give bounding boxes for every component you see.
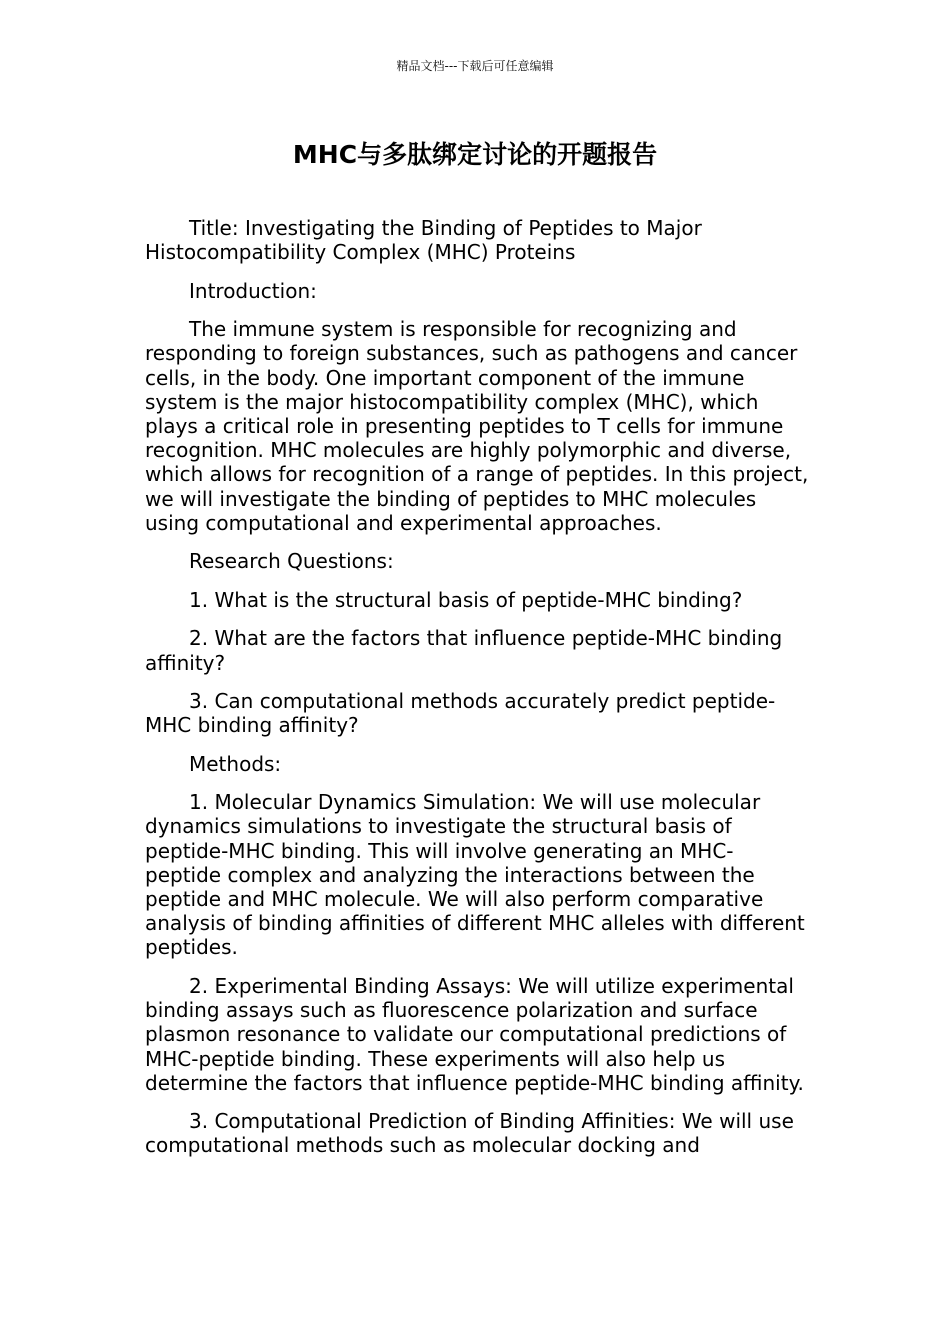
research-question-3: 3. Can computational methods accurately predict peptide-MHC binding affinity?	[145, 689, 776, 738]
method-3: 3. Computational Prediction of Binding Affinities: We will use computational methods such as molecular docking and	[145, 1109, 794, 1158]
document-title: MHC与多肽绑定讨论的开题报告	[292, 140, 658, 169]
document-body	[145, 216, 809, 1172]
page-header-watermark: 精品文档---下载后可任意编辑	[396, 59, 554, 73]
method-1: 1. Molecular Dynamics Simulation: We will use molecular dynamics simulations to investigate the structural basis of peptide-MHC binding. This will involve generating an MHC-peptide complex and analyzing the interactions between the peptide and MHC molecule. We will also perform comparative analysis of binding affinities of different MHC alleles with different peptides.	[145, 790, 805, 960]
heading-introduction: Introduction:	[189, 278, 317, 303]
paragraph-introduction: The immune system is responsible for recognizing and responding to foreign substances, such as pathogens and cancer cells, in the body. One important component of the immune system is the major histocompatibility complex (MHC), which plays a critical role in presenting peptides to T cells for immune recognition. MHC molecules are highly polymorphic and diverse, which allows for recognition of a range of peptides. In this project, we will investigate the binding of peptides to MHC molecules using computational and experimental approaches.	[145, 317, 809, 535]
research-question-2: 2. What are the factors that influence peptide-MHC binding affinity?	[145, 626, 783, 675]
heading-methods: Methods:	[189, 751, 282, 776]
paragraph-title: Title: Investigating the Binding of Peptides to Major Histocompatibility Complex (MHC) Proteins	[145, 216, 702, 265]
research-question-1: 1. What is the structural basis of peptide-MHC binding?	[189, 587, 743, 612]
method-2: 2. Experimental Binding Assays: We will utilize experimental binding assays such as fluorescence polarization and surface plasmon resonance to validate our computational predictions of MHC-peptide binding. These experiments will also help us determine the factors that influence peptide-MHC binding affinity.	[145, 973, 804, 1095]
heading-research-questions: Research Questions:	[189, 549, 394, 574]
